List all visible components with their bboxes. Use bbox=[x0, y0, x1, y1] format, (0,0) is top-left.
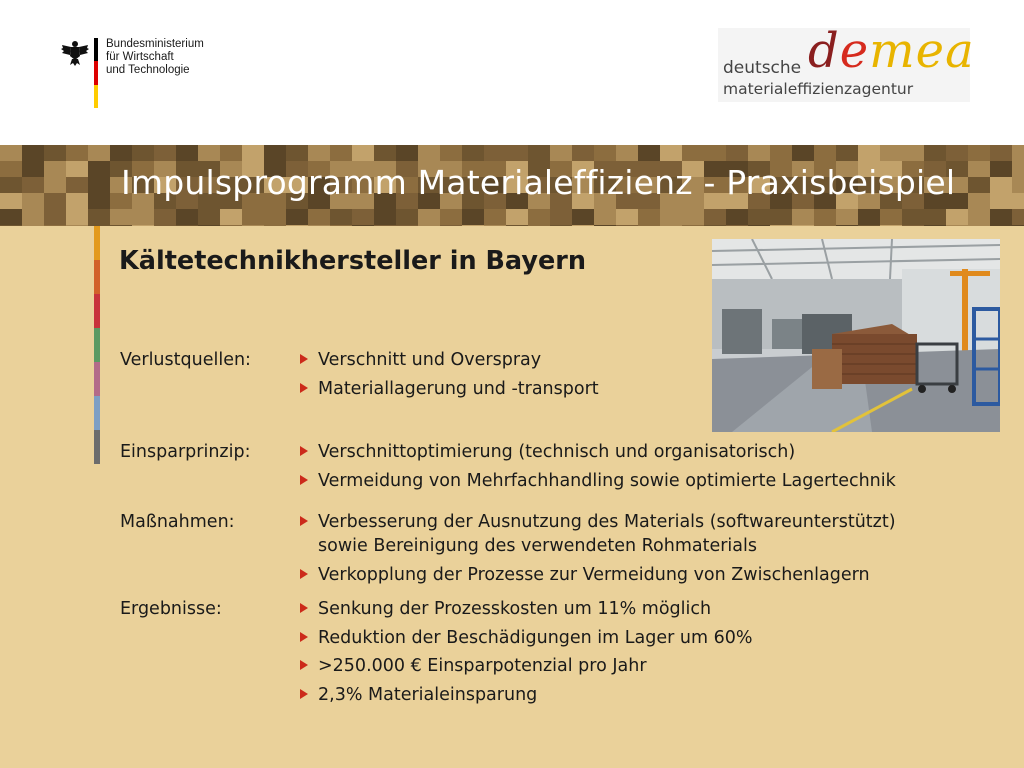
mosaic-tile bbox=[440, 209, 462, 225]
mosaic-tile bbox=[902, 225, 924, 226]
mosaic-tile bbox=[748, 145, 770, 161]
label-massnahmen: Maßnahmen: bbox=[120, 512, 235, 532]
bullet-icon bbox=[300, 354, 308, 364]
mosaic-tile bbox=[506, 209, 528, 225]
mosaic-tile bbox=[704, 225, 726, 226]
item-text: >250.000 € Einsparpotenzial pro Jahr bbox=[318, 656, 647, 676]
mosaic-tile bbox=[968, 193, 990, 209]
mosaic-tile bbox=[330, 209, 352, 225]
mosaic-tile bbox=[594, 225, 616, 226]
flag-gold bbox=[94, 85, 98, 108]
color-segment bbox=[94, 260, 100, 294]
mosaic-tile bbox=[792, 225, 814, 226]
agency-subtitle: materialeffizienzagentur bbox=[723, 80, 914, 98]
mosaic-tile bbox=[572, 225, 594, 226]
mosaic-tile bbox=[572, 209, 594, 225]
mosaic-tile bbox=[418, 225, 440, 226]
ministry-line: Bundesministerium bbox=[106, 38, 204, 50]
mosaic-tile bbox=[1012, 145, 1024, 161]
mosaic-tile bbox=[726, 145, 748, 161]
mosaic-tile bbox=[22, 161, 44, 177]
mosaic-tile bbox=[264, 225, 286, 226]
mosaic-tile bbox=[616, 225, 638, 226]
mosaic-tile bbox=[242, 225, 264, 226]
bullet-icon bbox=[300, 689, 308, 699]
mosaic-tile bbox=[396, 225, 418, 226]
color-segment bbox=[94, 226, 100, 260]
mosaic-tile bbox=[44, 161, 66, 177]
mosaic-tile bbox=[990, 145, 1012, 161]
mosaic-tile bbox=[836, 145, 858, 161]
mosaic-tile bbox=[726, 209, 748, 225]
mosaic-tile bbox=[858, 209, 880, 225]
bullet-icon bbox=[300, 632, 308, 642]
mosaic-tile bbox=[836, 225, 858, 226]
mosaic-tile bbox=[638, 145, 660, 161]
mosaic-tile bbox=[220, 145, 242, 161]
mosaic-tile bbox=[462, 145, 484, 161]
color-segment bbox=[94, 294, 100, 328]
mosaic-tile bbox=[594, 209, 616, 225]
mosaic-tile bbox=[990, 225, 1012, 226]
mosaic-tile bbox=[528, 225, 550, 226]
mosaic-tile bbox=[726, 225, 748, 226]
mosaic-tile bbox=[374, 209, 396, 225]
list-item bbox=[300, 628, 752, 648]
mosaic-tile bbox=[682, 209, 704, 225]
mosaic-tile bbox=[440, 145, 462, 161]
mosaic-tile bbox=[770, 209, 792, 225]
color-segment bbox=[94, 430, 100, 464]
label-verlustquellen: Verlustquellen: bbox=[120, 350, 251, 370]
bullet-icon bbox=[300, 446, 308, 456]
mosaic-tile bbox=[242, 209, 264, 225]
mosaic-tile bbox=[176, 145, 198, 161]
mosaic-tile bbox=[396, 145, 418, 161]
item-text: 2,3% Materialeinsparung bbox=[318, 685, 538, 705]
mosaic-tile bbox=[0, 225, 22, 226]
mosaic-tile bbox=[0, 177, 22, 193]
mosaic-tile bbox=[1012, 209, 1024, 225]
list-item bbox=[300, 471, 896, 491]
mosaic-tile bbox=[990, 161, 1012, 177]
mosaic-tile bbox=[66, 145, 88, 161]
ministry-line: und Technologie bbox=[106, 64, 190, 76]
mosaic-tile bbox=[484, 145, 506, 161]
mosaic-tile bbox=[484, 225, 506, 226]
list-item bbox=[300, 442, 795, 462]
mosaic-tile bbox=[374, 225, 396, 226]
mosaic-tile bbox=[946, 145, 968, 161]
mosaic-tile bbox=[506, 225, 528, 226]
mosaic-tile bbox=[44, 145, 66, 161]
mosaic-tile bbox=[198, 145, 220, 161]
mosaic-tile bbox=[66, 209, 88, 225]
mosaic-tile bbox=[308, 225, 330, 226]
mosaic-tile bbox=[176, 225, 198, 226]
flag-black bbox=[94, 38, 98, 61]
mosaic-tile bbox=[946, 225, 968, 226]
mosaic-tile bbox=[792, 209, 814, 225]
agency-prefix: deutsche bbox=[723, 58, 802, 78]
item-text: Verbesserung der Ausnutzung des Materials (softwareunterstützt) bbox=[318, 512, 896, 532]
mosaic-tile bbox=[462, 209, 484, 225]
mosaic-tile bbox=[66, 193, 88, 209]
list-item bbox=[300, 565, 870, 585]
mosaic-tile bbox=[264, 145, 286, 161]
mosaic-tile bbox=[924, 225, 946, 226]
mosaic-tile bbox=[198, 209, 220, 225]
bullet-icon bbox=[300, 603, 308, 613]
mosaic-tile bbox=[550, 225, 572, 226]
mosaic-tile bbox=[660, 209, 682, 225]
item-text: Materiallagerung und -transport bbox=[318, 379, 599, 399]
item-text: Verschnittoptimierung (technisch und organisatorisch) bbox=[318, 442, 796, 462]
mosaic-tile bbox=[462, 225, 484, 226]
mosaic-tile bbox=[308, 209, 330, 225]
mosaic-tile bbox=[264, 209, 286, 225]
mosaic-tile bbox=[924, 145, 946, 161]
mosaic-tile bbox=[814, 225, 836, 226]
mosaic-tile bbox=[66, 161, 88, 177]
mosaic-tile bbox=[946, 209, 968, 225]
bullet-icon bbox=[300, 660, 308, 670]
mosaic-tile bbox=[858, 225, 880, 226]
color-segment bbox=[94, 328, 100, 362]
color-segment bbox=[94, 362, 100, 396]
mosaic-tile bbox=[242, 145, 264, 161]
mosaic-tile bbox=[924, 209, 946, 225]
mosaic-tile bbox=[176, 209, 198, 225]
item-text: Verkopplung der Prozesse zur Vermeidung von Zwischenlagern bbox=[318, 565, 870, 585]
section-heading: Kältetechnikhersteller in Bayern bbox=[119, 246, 586, 276]
brand-letter: e bbox=[839, 23, 870, 79]
mosaic-tile bbox=[638, 225, 660, 226]
mosaic-tile bbox=[88, 209, 110, 225]
mosaic-tile bbox=[704, 145, 726, 161]
mosaic-tile bbox=[858, 145, 880, 161]
mosaic-tile bbox=[0, 193, 22, 209]
mosaic-tile bbox=[528, 209, 550, 225]
list-item bbox=[300, 379, 599, 399]
mosaic-tile bbox=[110, 145, 132, 161]
list-item bbox=[300, 512, 896, 532]
item-text: Reduktion der Beschädigungen im Lager um 60% bbox=[318, 628, 753, 648]
mosaic-tile bbox=[396, 209, 418, 225]
mosaic-tile bbox=[418, 209, 440, 225]
mosaic-tile bbox=[440, 225, 462, 226]
mosaic-tile bbox=[132, 145, 154, 161]
brand-letter: m bbox=[869, 23, 916, 79]
mosaic-tile bbox=[110, 209, 132, 225]
label-einsparprinzip: Einsparprinzip: bbox=[120, 442, 251, 462]
mosaic-tile bbox=[990, 193, 1012, 209]
mosaic-tile bbox=[880, 225, 902, 226]
mosaic-tile bbox=[88, 177, 110, 193]
mosaic-tile bbox=[1012, 161, 1024, 177]
factory-photo-icon bbox=[712, 239, 1000, 432]
mosaic-tile bbox=[594, 145, 616, 161]
page-title: Impulsprogramm Materialeffizienz - Praxisbeispiel bbox=[121, 163, 956, 202]
mosaic-tile bbox=[1012, 177, 1024, 193]
item-text: Vermeidung von Mehrfachhandling sowie optimierte Lagertechnik bbox=[318, 471, 896, 491]
mosaic-tile bbox=[352, 209, 374, 225]
flag-red bbox=[94, 61, 98, 84]
mosaic-tile bbox=[308, 145, 330, 161]
mosaic-tile bbox=[902, 209, 924, 225]
mosaic-tile bbox=[836, 209, 858, 225]
factory-photo bbox=[712, 239, 1000, 432]
mosaic-tile bbox=[638, 209, 660, 225]
mosaic-tile bbox=[880, 209, 902, 225]
brand-letter: e bbox=[915, 23, 946, 79]
mosaic-tile bbox=[968, 225, 990, 226]
mosaic-tile bbox=[198, 225, 220, 226]
brand-letter: d bbox=[808, 23, 840, 79]
mosaic-tile bbox=[44, 177, 66, 193]
mosaic-tile bbox=[110, 225, 132, 226]
mosaic-tile bbox=[880, 145, 902, 161]
mosaic-tile bbox=[682, 145, 704, 161]
mosaic-tile bbox=[484, 209, 506, 225]
mosaic-tile bbox=[66, 225, 88, 226]
mosaic-tile bbox=[616, 145, 638, 161]
mosaic-tile bbox=[44, 225, 66, 226]
mosaic-tile bbox=[0, 209, 22, 225]
color-segment bbox=[94, 396, 100, 430]
mosaic-tile bbox=[22, 177, 44, 193]
mosaic-tile bbox=[528, 145, 550, 161]
bullet-icon bbox=[300, 475, 308, 485]
mosaic-tile bbox=[550, 209, 572, 225]
label-ergebnisse: Ergebnisse: bbox=[120, 599, 222, 619]
mosaic-tile bbox=[88, 161, 110, 177]
mosaic-tile bbox=[132, 225, 154, 226]
mosaic-tile bbox=[968, 161, 990, 177]
mosaic-tile bbox=[660, 145, 682, 161]
mosaic-tile bbox=[220, 209, 242, 225]
mosaic-tile bbox=[154, 145, 176, 161]
mosaic-tile bbox=[506, 145, 528, 161]
bullet-icon bbox=[300, 569, 308, 579]
mosaic-tile bbox=[1012, 225, 1024, 226]
title-banner bbox=[0, 145, 1024, 226]
list-item bbox=[300, 685, 537, 705]
mosaic-tile bbox=[572, 145, 594, 161]
mosaic-tile bbox=[330, 145, 352, 161]
mosaic-tile bbox=[22, 193, 44, 209]
mosaic-tile bbox=[792, 145, 814, 161]
item-text: Senkung der Prozesskosten um 11% möglich bbox=[318, 599, 712, 619]
mosaic-tile bbox=[814, 209, 836, 225]
mosaic-tile bbox=[22, 145, 44, 161]
mosaic-tile bbox=[88, 193, 110, 209]
mosaic-tile bbox=[990, 177, 1012, 193]
mosaic-tile bbox=[748, 225, 770, 226]
mosaic-tile bbox=[352, 225, 374, 226]
mosaic-tile bbox=[352, 145, 374, 161]
mosaic-tile bbox=[990, 209, 1012, 225]
mosaic-tile bbox=[616, 209, 638, 225]
mosaic-tile bbox=[968, 177, 990, 193]
flag-stripe bbox=[94, 38, 98, 108]
mosaic-tile bbox=[660, 225, 682, 226]
bullet-icon bbox=[300, 516, 308, 526]
agency-brand bbox=[808, 24, 975, 78]
mosaic-tile bbox=[770, 145, 792, 161]
list-item bbox=[300, 599, 711, 619]
federal-eagle-icon bbox=[60, 38, 90, 68]
mosaic-tile bbox=[22, 225, 44, 226]
mosaic-tile bbox=[132, 209, 154, 225]
mosaic-tile bbox=[220, 225, 242, 226]
mosaic-tile bbox=[286, 209, 308, 225]
mosaic-tile bbox=[968, 209, 990, 225]
mosaic-tile bbox=[968, 145, 990, 161]
ministry-line: für Wirtschaft bbox=[106, 51, 174, 63]
mosaic-tile bbox=[902, 145, 924, 161]
mosaic-tile bbox=[154, 225, 176, 226]
mosaic-tile bbox=[418, 145, 440, 161]
list-item bbox=[300, 350, 541, 370]
brand-letter: a bbox=[945, 23, 975, 79]
mosaic-tile bbox=[770, 225, 792, 226]
bullet-icon bbox=[300, 383, 308, 393]
mosaic-tile bbox=[0, 161, 22, 177]
ministry-name bbox=[106, 38, 204, 77]
mosaic-tile bbox=[550, 145, 572, 161]
mosaic-tile bbox=[286, 145, 308, 161]
mosaic-tile bbox=[88, 145, 110, 161]
mosaic-tile bbox=[330, 225, 352, 226]
mosaic-tile bbox=[0, 145, 22, 161]
mosaic-tile bbox=[1012, 193, 1024, 209]
mosaic-tile bbox=[44, 209, 66, 225]
item-continuation: sowie Bereinigung des verwendeten Rohmaterials bbox=[318, 536, 757, 556]
mosaic-tile bbox=[704, 209, 726, 225]
mosaic-tile bbox=[44, 193, 66, 209]
mosaic-tile bbox=[22, 209, 44, 225]
color-bar bbox=[94, 226, 100, 464]
agency-logo bbox=[718, 23, 975, 102]
mosaic-tile bbox=[374, 145, 396, 161]
mosaic-tile bbox=[286, 225, 308, 226]
mosaic-tile bbox=[814, 145, 836, 161]
list-item bbox=[300, 656, 647, 676]
item-text: Verschnitt und Overspray bbox=[318, 350, 542, 370]
mosaic-tile bbox=[682, 225, 704, 226]
mosaic-tile bbox=[748, 209, 770, 225]
mosaic-tile bbox=[154, 209, 176, 225]
mosaic-tile bbox=[66, 177, 88, 193]
